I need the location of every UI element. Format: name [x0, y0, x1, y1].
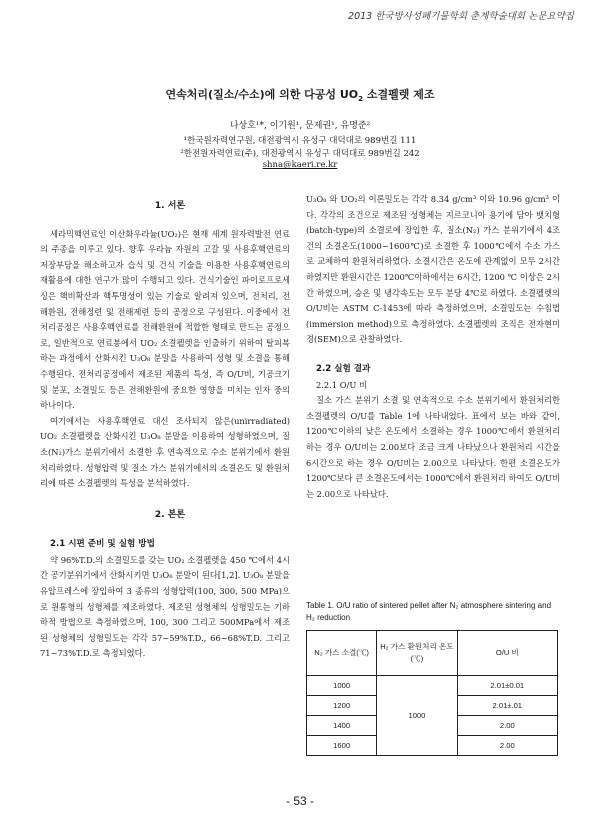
paper-title: 연속처리(질소/수소)에 의한 다공성 $UO_2$ 소결펠렛 제조	[165, 88, 435, 104]
intro-paragraph-1: 세라믹핵연료인 이산화우라늄(UO₂)은 현재 세계 원자력발전 연료의 주종을 이루고 있다. 향후 우라늄 자원의 고갈 및 사용후핵연료의 저장부담을 해소하고자 습식 및 건식 기술을 이용한 사용후핵연료의 재활용에 대한 연구가 많이 수행되고 있다. 건식기술인 파이로프로세싱은 핵비확산과 핵투명성이 있는 기술로 알려져 있으며, 전처리, 전해환원, 전해정련 및 전해제련 등의 공정으로 구성된다. 이중에서 전처리공정은 사용후핵연료를 전해환원에 적합한 형태로 만드는 공정으로, 일반적으로 연료봉에서 UO₂ 소결펠렛을 인출하기 위하여 탈피복하는 과정에서 산화시킨 U₃O₈ 분말을 사용하여 성형 및 소결을 통해 수행된다. 전처리공정에서 제조된 제품의 특성, 즉 O/U비, 기공크기 및 분포, 소결밀도 등은 전해환원에 중요한 영향을 미치는 인자 중의 하나이다.	[40, 228, 290, 411]
table-header-ou: O/U 비	[457, 631, 557, 676]
author-list: 나상호¹*, 이기원¹, 문제권¹, 유명준²	[229, 121, 371, 131]
results-heading: 2.2 실험 결과	[316, 363, 371, 374]
cell-n2: 1000	[307, 676, 377, 696]
page-number: - 53 -	[285, 794, 314, 808]
cell-ou: 2.01±0.01	[457, 676, 557, 696]
conference-header: 2013 한국방사성폐기물학회 춘계학술대회 논문요약집	[348, 11, 574, 22]
affiliation-2: ²한전원자력연료(주), 대전광역시 유성구 대덕대로 989번길 242	[180, 149, 420, 159]
experiment-paragraph: 약 96%T.D.의 소결밀도를 갖는 UO₂ 소결펠렛을 450 ℃에서 4시간 공기분위기에서 산화시키면 U₃O₈ 분말이 된다[1,2]. U₃O₈ 분말을 유압프레스에 장입하여 3 종류의 성형압력(100, 300, 500 MPa)으로 원통형의 성형체를 제조하였다. 제조된 성형체의 성형밀도는 기하하적 방법으로 측정하였으며, 100, 300 그리고 500MPa에서 제조된 성형체의 성형밀도는 각각 57~59%T.D., 66~68%T.D. 그리고 71~73%T.D.로 측정되었다.	[40, 554, 290, 659]
cell-n2: 1400	[307, 716, 377, 736]
left-column	[40, 199, 290, 662]
method-paragraph: U₃O₈ 와 UO₂의 이론밀도는 각각 8.34 g/cm³ 이와 10.96 g/cm³ 이다. 각각의 조건으로 제조된 성형체는 지르코니아 용기에 담아 뱃치형(batch-type)의 소결로에 장입한 후, 질소(N₂) 가스 분위기에서 4조건의 소결온도(1000~1600℃)로 소결한 후 1000℃에서 수소 가스로 교체하여 환원처리하였다. 소결시간은 온도에 관계없이 모두 2시간 하였지만 환원시간은 1200℃이하에서는 6시간, 1200 ℃ 이상은 2시간 하였으며, 승온 및 냉각속도는 모두 분당 4℃로 하였다. 소결펠렛의 O/U비는 ASTM C-1453에 따라 측정하였으며, 소결밀도는 수침법 (immersion method)으로 측정하였다. 소결펠렛의 조직은 전자현미경(SEM)으로 관찰하였다.	[306, 194, 560, 345]
results-paragraph: 질소 가스 분위기 소결 및 연속적으로 수소 분위기에서 환원처리한 소결펠렛의 O/U를 Table 1에 나타내었다. 표에서 보는 바와 같이, 1200℃이하의 낮은 온도에서 소결하는 경우 1000℃에서 환원처리 하는 경우 O/U비는 2.00보다 조금 크게 나타났으나 환원처리 시간을 6시간으로 하는 경우 O/U비는 2.00으로 나타났다. 한편 소결온도가 1200℃보다 큰 소결온도에서는 1000℃에서 환원처리 하여도 O/U비는 2.00으로 나타났다.	[306, 395, 560, 499]
table-row	[307, 676, 558, 696]
intro-heading: 1. 서론	[154, 201, 186, 211]
table-header-n2: N₂ 가스 소결(℃)	[307, 631, 377, 676]
cell-n2: 1600	[307, 736, 377, 756]
ou-subheading: 2.2.1 O/U 비	[316, 379, 367, 390]
affiliation-1: ¹한국원자력연구원, 대전광역시 유성구 대덕대로 989번길 111	[183, 136, 417, 146]
main-heading: 2. 본론	[154, 509, 186, 520]
right-column	[306, 192, 560, 502]
cell-ou: 2.00	[457, 716, 557, 736]
table-header-h2: H₂ 가스 환원처리 온도(℃)	[377, 631, 457, 676]
experiment-heading: 2.1 시편 준비 및 실험 방법	[50, 539, 155, 550]
cell-n2: 1200	[307, 696, 377, 716]
table-caption: Table 1. O/U ratio of sintered pellet after N₂ atmosphere sintering and H₂ reduction	[306, 601, 552, 622]
cell-h2-merged: 1000	[377, 676, 457, 756]
intro-paragraph-2: 여기에서는 사용후핵연료 대신 조사되지 않은(unirradiated) UO₂ 소결펠렛을 산화시킨 U₃O₈ 분말을 이용하여 성형하였으며, 질소(N₂)가스 분위기에서 소결한 후 연속적으로 수소 분위기에서 환원처리하였다. 성형압력 및 질소 가스 분위기에서의 소결온도 및 환원처리에 따른 소결펠렛의 특성을 분석하였다.	[40, 415, 290, 489]
cell-ou: 2.00	[457, 736, 557, 756]
cell-ou: 2.01±.01	[457, 696, 557, 716]
ou-ratio-table	[306, 630, 558, 756]
author-email: shna@kaeri.re.kr	[262, 160, 338, 170]
